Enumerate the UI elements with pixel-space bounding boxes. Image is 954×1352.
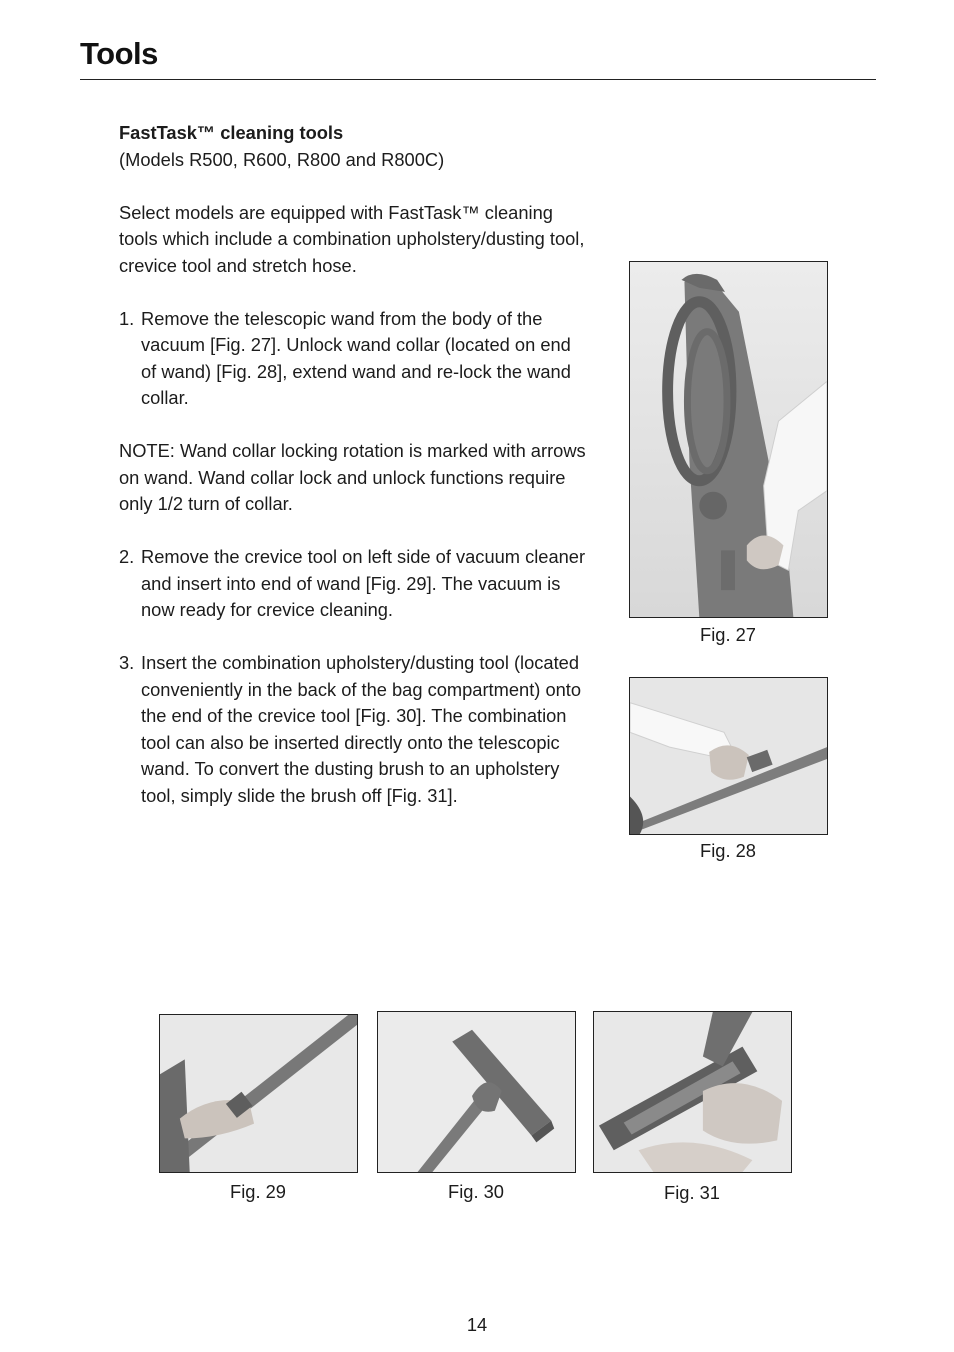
figure-27-caption: Fig. 27 (700, 624, 756, 645)
step-number: 1. (119, 307, 135, 329)
figure-30-caption: Fig. 30 (448, 1181, 504, 1202)
note-paragraph: NOTE: Wand collar locking rotation is marked with arrows on wand. Wand collar lock and unlock functions require only 1/2 turn of collar. (119, 440, 586, 514)
step-item (119, 306, 589, 412)
figure-29-caption: Fig. 29 (230, 1181, 286, 1202)
figure-27-photo (629, 261, 828, 618)
models-note: (Models R500, R600, R800 and R800C) (119, 148, 445, 170)
step-text: Insert the combination upholstery/dusting tool (located conveniently in the back of the bag compartment) onto the end of the crevice tool [Fig. 30]. The combination tool can also be inserted directly onto the telescopic wand. To convert the dusting brush to an upholstery tool, simply slide the brush off [Fig. 31]. (141, 652, 582, 806)
step-number: 3. (119, 652, 135, 673)
step-number: 2. (119, 546, 135, 567)
step-text: Remove the crevice tool on left side of vacuum cleaner and insert into end of wand [Fig. 29]. The vacuum is now ready for crevice cleaning. (141, 546, 586, 620)
page-number: 14 (466, 1314, 488, 1335)
figure-31-caption: Fig. 31 (664, 1182, 720, 1203)
step-item (119, 544, 589, 624)
section-heading: FastTask™ cleaning tools (119, 122, 344, 143)
intro-paragraph: Select models are equipped with FastTask™ cleaning tools which include a combination upholstery/dusting tool, crevice tool and stretch hose. (119, 201, 585, 276)
figure-31-photo (593, 1011, 792, 1173)
figure-28-photo (629, 677, 828, 835)
step-item (119, 650, 589, 809)
page-title: Tools (80, 36, 158, 71)
figure-30-photo (377, 1011, 576, 1173)
figure-28-caption: Fig. 28 (700, 840, 756, 861)
step-text: Remove the telescopic wand from the body of the vacuum [Fig. 27]. Unlock wand collar (located on end of wand) [Fig. 28], extend wand and re-lock the wand collar. (141, 307, 571, 408)
instructions-body (119, 120, 589, 836)
section-heading-block (119, 120, 589, 173)
figure-29-photo (159, 1014, 358, 1173)
title-divider (80, 79, 876, 80)
